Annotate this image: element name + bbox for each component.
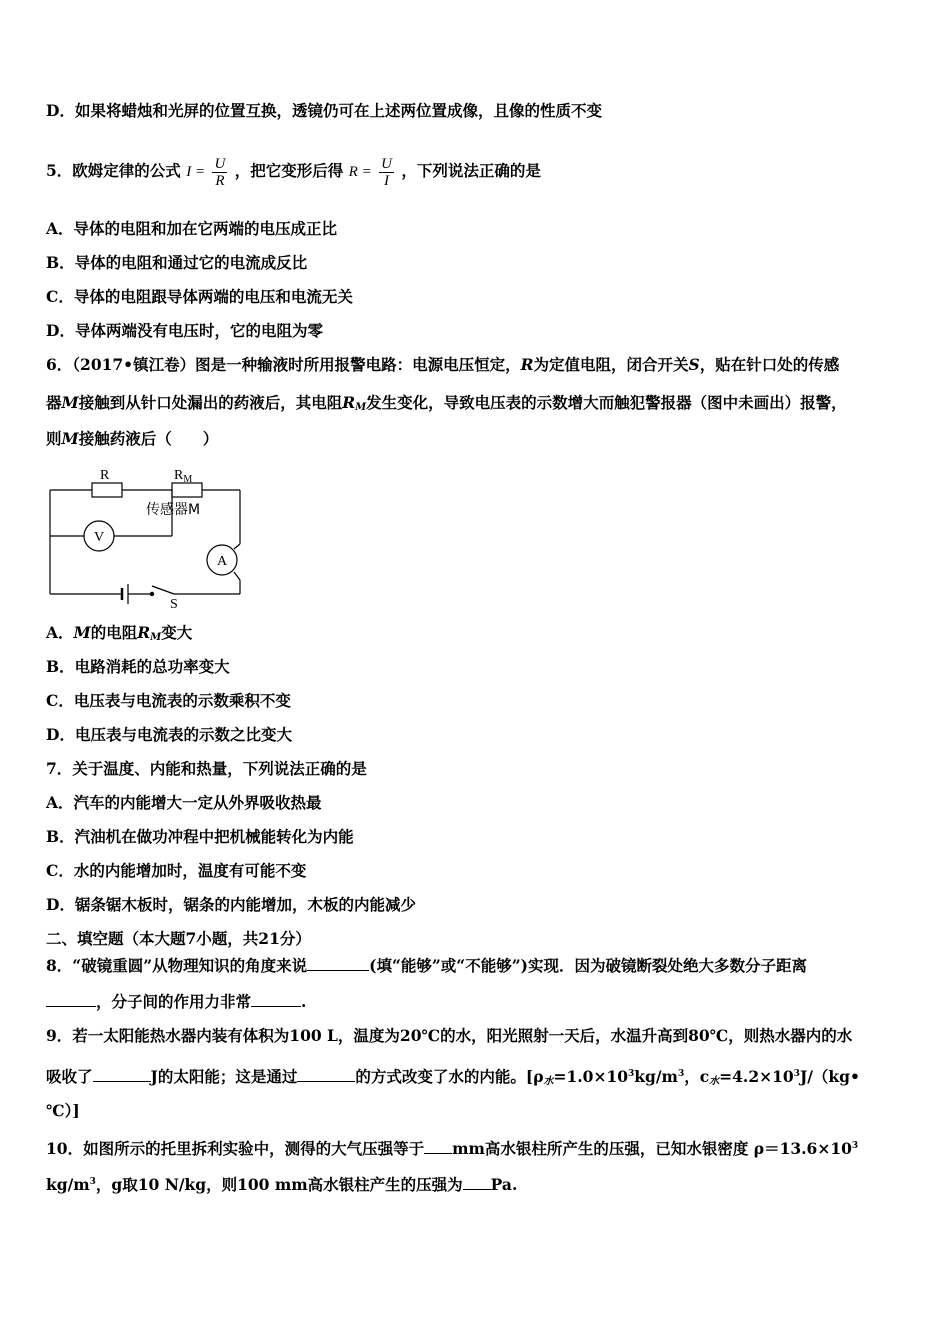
q10-line2-b: ，g取10 N/kg，则100 mm高水银柱产生的压强为 <box>95 1175 463 1194</box>
q6-stem-line-1 <box>46 355 839 375</box>
q5-stem-prefix: 5．欧姆定律的公式 <box>46 161 181 180</box>
q6-line2-c: 发生变化，导致电压表的示数增大而触犯警报器（图中未画出）报警， <box>366 393 847 412</box>
q5-option-c: C．导体的电阻跟导体两端的电压和电流无关 <box>46 287 353 306</box>
q10-sup-1: 3 <box>851 1141 859 1151</box>
q6-line2-b: 接触到从针口处漏出的药液后，其电阻 <box>78 393 343 412</box>
q5-stem-suffix: ，下列说法正确的是 <box>401 161 541 180</box>
q7-option-c: C．水的内能增加时，温度有可能不变 <box>46 861 307 880</box>
q10-blank-1[interactable] <box>424 1139 452 1154</box>
q4-option-d: D．如果将蜡烛和光屏的位置互换，透镜仍可在上述两位置成像，且像的性质不变 <box>46 101 602 120</box>
q6-circuit-diagram <box>44 462 244 612</box>
q6-option-d: D．电压表与电流表的示数之比变大 <box>46 725 292 744</box>
q9-sup-1: 3 <box>628 1069 635 1079</box>
q5-formula-2-numerator: U <box>381 155 392 172</box>
q6-option-b: B．电路消耗的总功率变大 <box>46 657 230 676</box>
q5-formula-2-fraction <box>379 156 394 189</box>
q7-option-a: A．汽车的内能增大一定从外界吸收热最 <box>46 793 322 812</box>
q9-blank-1[interactable] <box>93 1067 151 1082</box>
q6-stem-line-3 <box>46 429 218 449</box>
q10-line2-a: kg/m <box>46 1175 90 1194</box>
label-sensor: 传感器M <box>146 502 201 518</box>
q6-opt-a-mid: 的电阻 <box>90 623 138 642</box>
q6-line1-s: S <box>688 355 700 374</box>
q9-line2-b: J的太阳能；这是通过 <box>150 1067 298 1086</box>
q8-line1-a: 8．“破镜重圆”从物理知识的角度来说 <box>46 956 308 975</box>
q5-formula-1-numerator: U <box>214 155 226 172</box>
resistor-r <box>92 483 122 497</box>
wire-from-ammeter <box>234 572 240 580</box>
q8-line-1 <box>46 956 807 976</box>
q9-line2-c: 的方式改变了水的内能。[ρ <box>355 1067 544 1086</box>
q9-sup-3: 3 <box>793 1069 800 1079</box>
label-s: S <box>170 597 178 612</box>
q6-line1-b: 为定值电阻，闭合开关 <box>533 355 689 374</box>
q9-line2-a: 吸收了 <box>46 1067 93 1086</box>
q9-line2-h: J/（kg• <box>799 1067 860 1086</box>
q6-line2-a: 器 <box>46 393 62 412</box>
q9-blank-2[interactable] <box>297 1067 355 1082</box>
q5-formula-1-lhs: I = <box>186 164 206 180</box>
q5-option-b: B．导体的电阻和通过它的电流成反比 <box>46 253 308 272</box>
q10-line1-a: 10．如图所示的托里拆利实验中，测得的大气压强等于 <box>46 1139 425 1158</box>
q6-line1-c: ，贴在针口处的传感 <box>699 355 840 374</box>
label-rm-main: R <box>174 468 184 483</box>
q10-line1-b: mm高水银柱所产生的压强，已知水银密度 ρ＝13.6×10 <box>452 1139 852 1158</box>
q8-line1-b: (填“能够”或“不能够”)实现．因为破镜断裂处绝大多数分子距离 <box>369 956 807 975</box>
q6-opt-a-r: R <box>137 623 151 642</box>
q8-blank-3[interactable] <box>251 992 301 1007</box>
q9-line-3: ℃）] <box>46 1101 80 1120</box>
q10-line-1 <box>46 1136 858 1159</box>
q6-option-a <box>46 623 192 648</box>
label-r: R <box>100 468 110 483</box>
q9-line-1: 9．若一太阳能热水器内装有体积为100 L，温度为20℃的水，阳光照射一天后，水温升高到80℃，则热水器内的水 <box>46 1026 853 1045</box>
q7-option-b: B．汽油机在做功冲程中把机械能转化为内能 <box>46 827 354 846</box>
q5-formula-1-denominator: R <box>215 172 225 189</box>
q6-line2-sub-m: M <box>355 402 367 413</box>
wire-to-ammeter <box>234 544 240 549</box>
q9-line-2 <box>46 1064 860 1092</box>
q8-line2-end: . <box>301 992 307 1011</box>
q6-line1-a: 6．（2017•镇江卷）图是一种输液时所用报警电路：电源电压恒定， <box>46 355 521 374</box>
q9-line2-f: ，c <box>684 1067 710 1086</box>
q5-stem-mid: ，把它变形后得 <box>234 161 344 180</box>
q5-option-a: A．导体的电阻和加在它两端的电压成正比 <box>46 219 338 238</box>
q5-option-d: D．导体两端没有电压时，它的电阻为零 <box>46 321 323 340</box>
q7-option-d: D．锯条锯木板时，锯条的内能增加，木板的内能减少 <box>46 895 416 914</box>
q10-sup-2: 3 <box>89 1177 96 1187</box>
q9-line2-d: =1.0×10 <box>553 1067 629 1086</box>
q6-opt-a-prefix: A． <box>46 623 74 642</box>
q5-formula-1-fraction <box>212 156 227 189</box>
label-v: V <box>94 530 105 545</box>
label-rm-sub: M <box>183 474 193 485</box>
switch-blade <box>152 586 174 594</box>
q6-opt-a-m: M <box>73 623 91 642</box>
q6-line1-r: R <box>520 355 534 374</box>
q8-blank-1[interactable] <box>307 956 369 971</box>
q6-line2-r: R <box>342 393 356 412</box>
q9-line2-e: kg/m <box>634 1067 678 1086</box>
resistor-rm <box>172 483 202 497</box>
q7-stem: 7．关于温度、内能和热量，下列说法正确的是 <box>46 759 367 778</box>
label-a: A <box>217 554 228 569</box>
q6-stem-line-2 <box>46 393 847 418</box>
q6-opt-a-sub: M <box>150 632 162 643</box>
q6-line3-b: 接触药液后（ ） <box>78 429 219 448</box>
q6-opt-a-suffix: 变大 <box>161 623 193 642</box>
q10-line2-c: Pa. <box>490 1175 518 1194</box>
q6-line3-a: 则 <box>46 429 62 448</box>
q5-stem <box>46 152 541 191</box>
q5-formula-2-denominator: I <box>384 172 390 189</box>
q9-sub-water-2: 水 <box>709 1076 720 1087</box>
q9-sub-water-1: 水 <box>543 1076 554 1087</box>
q9-sup-2: 3 <box>677 1069 685 1079</box>
q5-formula-2-lhs: R = <box>348 164 372 180</box>
q10-line-2 <box>46 1172 517 1195</box>
q8-blank-2[interactable] <box>46 992 96 1007</box>
q6-option-c: C．电压表与电流表的示数乘积不变 <box>46 691 291 710</box>
q6-line2-m: M <box>61 393 79 412</box>
section-2-title: 二、填空题（本大题7小题，共21分） <box>46 929 311 948</box>
q9-line2-g: =4.2×10 <box>719 1067 794 1086</box>
q8-line2: ，分子间的作用力非常 <box>96 992 252 1011</box>
label-rm <box>174 468 192 485</box>
q10-blank-2[interactable] <box>463 1175 491 1190</box>
q6-line3-m: M <box>61 429 79 448</box>
q8-line-2 <box>46 992 306 1012</box>
